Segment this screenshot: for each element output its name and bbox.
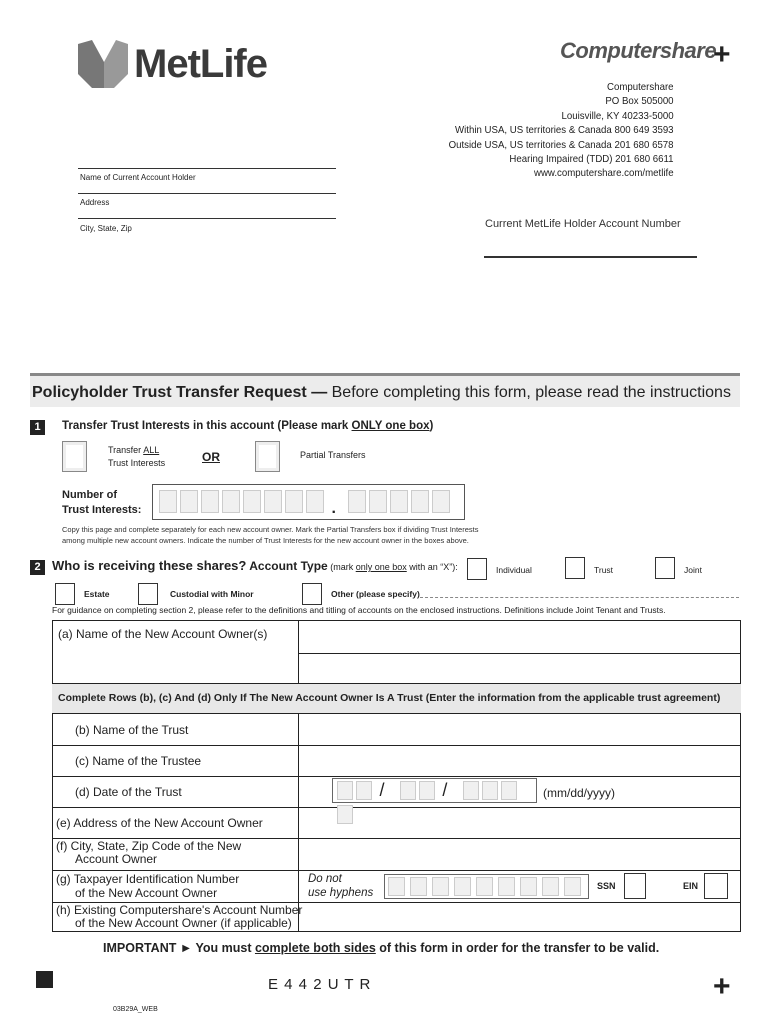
type-other-checkbox[interactable] [302,583,322,605]
partial-transfers-checkbox[interactable] [255,441,280,472]
type-custodial-label: Custodial with Minor [170,589,254,599]
form-title: Policyholder Trust Transfer Request — Before completing this form, please read the instructions [30,373,740,407]
row-d-label: (d) Date of the Trust [75,785,182,799]
type-other-label: Other (please specify) [331,589,420,599]
holder-name-label: Name of Current Account Holder [80,173,196,182]
trust-section-header: Complete Rows (b), (c) And (d) Only If The New Account Owner Is A Trust (Enter the information from the applicable trust agreement) [52,683,741,714]
date-format-label: (mm/dd/yyyy) [543,786,615,800]
ssn-label: SSN [597,881,616,891]
new-owner-name-input[interactable] [300,621,740,652]
row-c-label: (c) Name of the Trustee [75,754,202,768]
computershare-logo: Computershare [560,38,717,63]
metlife-logo [78,40,267,88]
ein-checkbox[interactable] [704,873,728,899]
type-joint-label: Joint [684,565,702,575]
transfer-all-label: Transfer ALL Trust Interests [108,445,166,468]
row-h-label: (h) Existing Computershare's Account Number of the New Account Owner (if applicable) [56,903,303,930]
row-a-label: (a) Name of the New Account Owner(s) [58,627,268,641]
new-owner-address-input[interactable] [300,808,740,837]
type-individual-label: Individual [496,565,532,575]
date-slash-1: / [379,780,385,800]
row-b-label: (b) Name of the Trust [75,723,189,737]
type-custodial-checkbox[interactable] [138,583,158,605]
tin-input[interactable] [384,874,589,899]
holder-address-line[interactable] [78,193,336,194]
row-g-label: (g) Taxpayer Identification Number of the New Account Owner [56,872,240,900]
new-owner-name-input-2[interactable] [300,654,740,682]
row-e-label: (e) Address of the New Account Owner [56,816,263,830]
type-estate-label: Estate [84,589,110,599]
ein-label: EIN [683,881,699,891]
trust-date-input[interactable] [332,778,537,803]
or-label: OR [202,450,220,464]
partial-transfers-label: Partial Transfers [300,450,366,460]
ssn-checkbox[interactable] [624,873,646,899]
new-owner-city-input[interactable] [300,839,740,869]
type-trust-checkbox[interactable] [565,557,585,579]
trustee-name-input[interactable] [300,746,740,775]
row-f-label: (f) City, State, Zip Code of the New Account Owner [56,839,242,866]
type-estate-checkbox[interactable] [55,583,75,605]
important-note: IMPORTANT ► You must complete both sides of this form in order for the transfer to be valid. [103,941,660,955]
type-individual-checkbox[interactable] [467,558,487,580]
transfer-all-checkbox[interactable] [62,441,87,472]
holder-name-line[interactable] [78,168,336,169]
decimal-point: . [331,500,336,517]
no-hyphens-note: Do not use hyphens [308,873,374,899]
computershare-address: Computershare PO Box 505000 Louisville, KY 40233-5000 Within USA, US territories & Canada 800 649 3593 Outside USA, US territories & Canada 201 680 6578 Hearing Impaired (TDD) 201 680 6611 www.computershare.com/metlife [449,81,674,180]
trust-interests-input[interactable] [152,484,465,520]
type-other-input[interactable] [420,597,739,598]
registration-plus-icon-bottom: + [713,970,731,1003]
holder-address-label: Address [80,198,110,207]
holder-city-line[interactable] [78,218,336,219]
existing-account-input[interactable] [300,903,740,931]
section-1-heading: Transfer Trust Interests in this account (Please mark ONLY one box) [62,420,434,432]
trust-name-input[interactable] [300,715,740,744]
form-id: 03B29A_WEB [113,1006,158,1013]
section-2-number: 2 [30,560,45,575]
metlife-wordmark: MetLife [134,41,267,86]
section-2-heading: Who is receiving these shares? Account Type (mark only one box with an “X”): [52,558,458,573]
trust-interests-label: Number of Trust Interests: [62,489,142,516]
section-2-guidance: For guidance on completing section 2, please refer to the definitions and titling of accounts on the enclosed instructions. Definitions include Joint Tenant and Trusts. [52,605,666,615]
type-trust-label: Trust [594,565,614,575]
section-1-note: Copy this page and complete separately for each new account owner. Mark the Partial Transfers box if dividing Trust Interests among multiple new account owners. Indicate the number of Trust Interests for the new account owner in the boxes above. [62,525,479,545]
registration-plus-icon: + [713,38,731,71]
type-joint-checkbox[interactable] [655,557,675,579]
holder-city-label: City, State, Zip [80,224,132,233]
section-1-number: 1 [30,420,45,435]
form-code: E 4 4 2 U T R [268,976,372,993]
date-slash-2: / [442,780,448,800]
account-number-label: Current MetLife Holder Account Number [485,218,681,230]
registration-square-icon [36,971,53,988]
metlife-mark-icon [78,40,128,88]
account-number-line[interactable] [484,256,697,258]
